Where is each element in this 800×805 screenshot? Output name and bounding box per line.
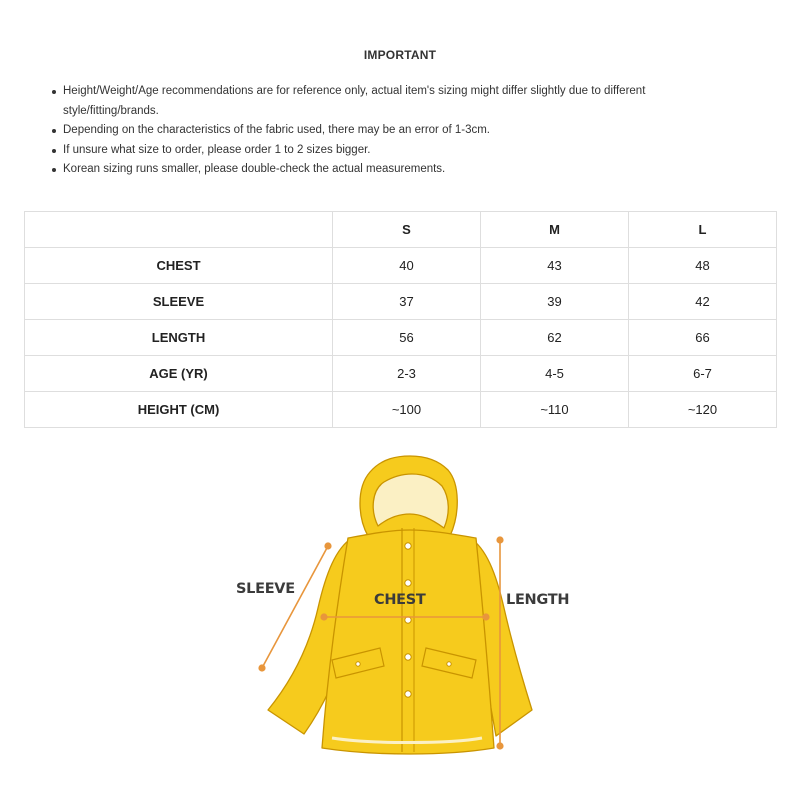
table-cell: 6-7 — [629, 356, 777, 392]
table-cell: ~110 — [481, 392, 629, 428]
table-header-cell: M — [481, 212, 629, 248]
note-item: Korean sizing runs smaller, please double-check the actual measurements. — [50, 160, 740, 180]
table-cell: ~120 — [629, 392, 777, 428]
table-cell: ~100 — [333, 392, 481, 428]
table-row — [25, 284, 777, 320]
chest-label: CHEST — [374, 592, 426, 608]
table-cell: 56 — [333, 320, 481, 356]
table-cell: 43 — [481, 248, 629, 284]
raincoat-illustration — [220, 448, 600, 800]
table-header-cell: S — [333, 212, 481, 248]
table-cell: 2-3 — [333, 356, 481, 392]
table-cell: 37 — [333, 284, 481, 320]
note-item: Depending on the characteristics of the fabric used, there may be an error of 1-3cm. — [50, 121, 740, 141]
sleeve-label: SLEEVE — [236, 581, 295, 597]
row-label: SLEEVE — [25, 284, 333, 320]
table-cell: 4-5 — [481, 356, 629, 392]
note-item: If unsure what size to order, please order 1 to 2 sizes bigger. — [50, 141, 740, 161]
table-row — [25, 320, 777, 356]
table-cell: 40 — [333, 248, 481, 284]
table-header-cell: L — [629, 212, 777, 248]
table-cell: 48 — [629, 248, 777, 284]
row-label: LENGTH — [25, 320, 333, 356]
row-label: HEIGHT (CM) — [25, 392, 333, 428]
row-label: AGE (YR) — [25, 356, 333, 392]
table-row — [25, 248, 777, 284]
table-header-row — [25, 212, 777, 248]
table-cell: 42 — [629, 284, 777, 320]
page-title: IMPORTANT — [363, 48, 437, 62]
table-cell: 66 — [629, 320, 777, 356]
table-row — [25, 392, 777, 428]
note-item: Height/Weight/Age recommendations are for reference only, actual item's sizing might differ slightly due to different style/fitting/brands. — [50, 82, 740, 121]
size-table — [24, 211, 777, 428]
table-cell: 62 — [481, 320, 629, 356]
table-header-cell — [25, 212, 333, 248]
measurement-diagram — [220, 448, 600, 800]
notes-list — [50, 82, 740, 180]
table-row — [25, 356, 777, 392]
row-label: CHEST — [25, 248, 333, 284]
length-label: LENGTH — [506, 592, 570, 608]
table-cell: 39 — [481, 284, 629, 320]
coat-body — [322, 530, 494, 754]
